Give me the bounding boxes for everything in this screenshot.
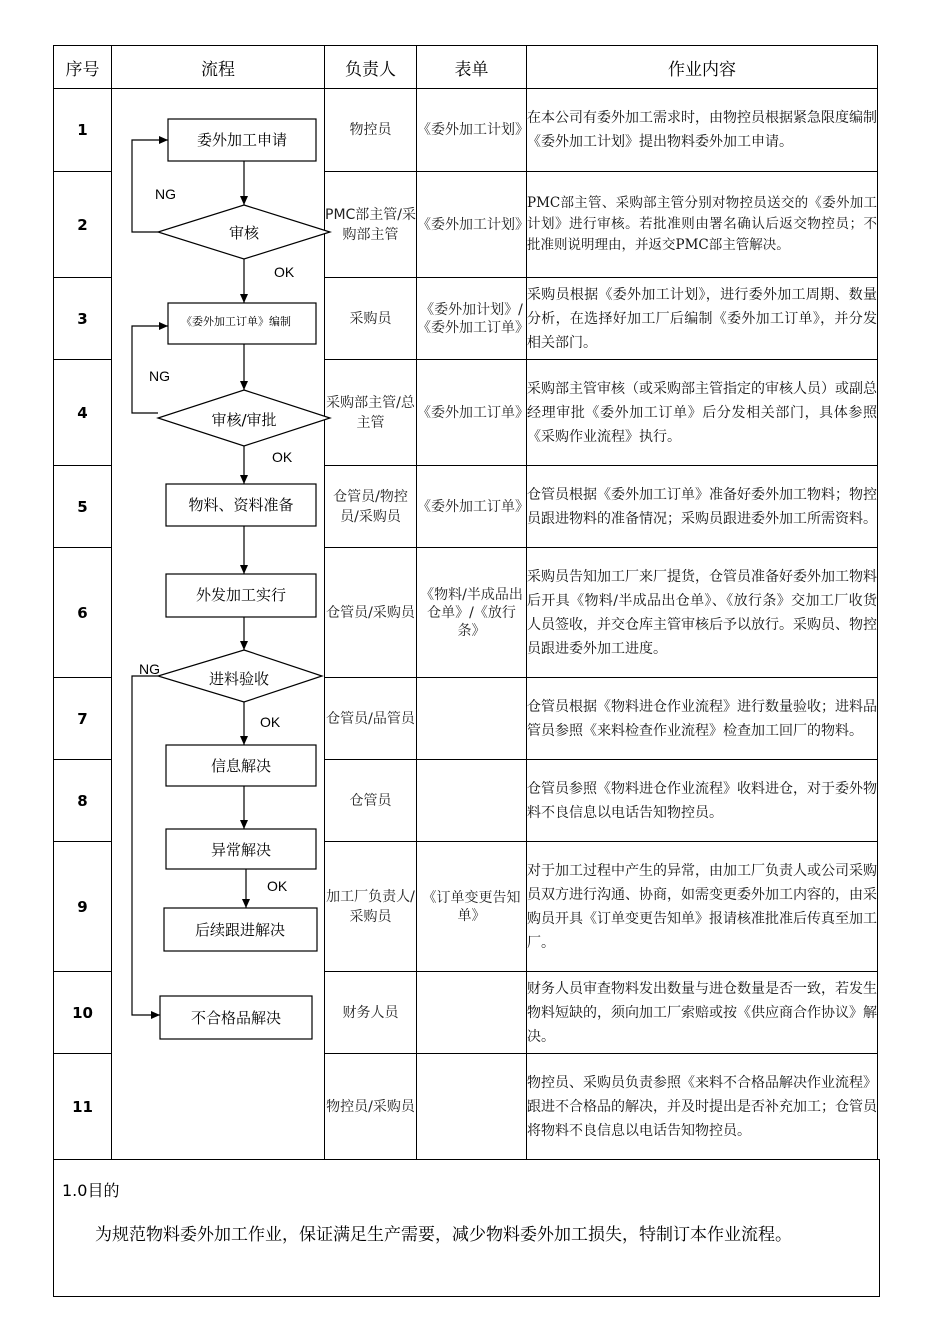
row-seq: 8 — [54, 760, 112, 842]
flow-ok-label: OK — [260, 714, 281, 730]
purpose-heading: 1.0目的 — [62, 1181, 120, 1200]
row-content: 采购员告知加工厂来厂提货，仓管员准备好委外加工物料后开具《物料/半成品出仓单》、《放行条》交加工厂收货人员签收，并交仓库主管审核后予以放行。采购员、物控员跟进委外加工进度。 — [527, 548, 878, 678]
row-content: PMC部主管、采购部主管分别对物控员送交的《委外加工计划》进行审核。若批准则由署名确认后返交物控员；不批准则说明理由，并返交PMC部主管解决。 — [527, 172, 878, 278]
flow-step-info-label: 信息解决 — [210, 757, 272, 775]
row-owner: 物控员 — [325, 89, 417, 172]
flow-decision-approve-label: 审核/审批 — [211, 411, 277, 429]
purpose-body: 为规范物料委外加工作业，保证满足生产需要，减少物料委外加工损失，特制订本作业流程。 — [95, 1225, 792, 1245]
row-owner: 加工厂负责人/采购员 — [325, 842, 417, 972]
row-owner: 采购部主管/总主管 — [325, 360, 417, 466]
flow-ok-label: OK — [272, 449, 293, 465]
row-form: 《委外加工订单》 — [417, 466, 527, 548]
row-content: 仓管员根据《委外加工订单》准备好委外加工物料；物控员跟进物料的准备情况；采购员跟进委外加工所需资料。 — [527, 466, 878, 548]
row-form: 《委外加计划》/《委外加工订单》 — [417, 278, 527, 360]
flow-step-prepare-label: 物料、资料准备 — [188, 496, 294, 514]
row-seq: 2 — [54, 172, 112, 278]
flow-step-apply-label: 委外加工申请 — [196, 131, 288, 149]
row-owner: 仓管员/品管员 — [325, 678, 417, 760]
row-owner: 物控员/采购员 — [325, 1054, 417, 1160]
flow-step-followup-label: 后续跟进解决 — [194, 921, 286, 939]
row-form: 《委外加工订单》 — [417, 360, 527, 466]
row-owner: 仓管员/物控员/采购员 — [325, 466, 417, 548]
row-form — [417, 1054, 527, 1160]
row-content: 仓管员参照《物料进仓作业流程》收料进仓，对于委外物料不良信息以电话告知物控员。 — [527, 760, 878, 842]
header-seq: 序号 — [54, 46, 112, 89]
row-form: 《委外加工计划》 — [417, 172, 527, 278]
flowchart — [111, 87, 324, 1160]
flow-ng-label: NG — [149, 368, 170, 384]
flow-decision-inspect-label: 进料验收 — [208, 670, 270, 688]
row-seq: 11 — [54, 1054, 112, 1160]
flow-ng-label: NG — [155, 186, 176, 202]
header-form: 表单 — [417, 46, 527, 89]
row-seq: 6 — [54, 548, 112, 678]
row-content: 在本公司有委外加工需求时，由物控员根据紧急限度编制《委外加工计划》提出物料委外加工申请。 — [527, 89, 878, 172]
flow-step-exception-label: 异常解决 — [210, 841, 272, 859]
row-seq: 3 — [54, 278, 112, 360]
row-seq: 9 — [54, 842, 112, 972]
row-content: 采购部主管审核（或采购部主管指定的审核人员）或副总经理审批《委外加工订单》后分发相关部门，具体参照《采购作业流程》执行。 — [527, 360, 878, 466]
row-owner: 财务人员 — [325, 972, 417, 1054]
row-seq: 7 — [54, 678, 112, 760]
row-owner: PMC部主管/采购部主管 — [325, 172, 417, 278]
table-header-row — [54, 46, 878, 89]
header-content: 作业内容 — [527, 46, 878, 89]
flow-step-execute-label: 外发加工实行 — [195, 586, 287, 604]
flow-ng-branch — [132, 676, 160, 1015]
flow-step-order-label: 《委外加工订单》编制 — [181, 315, 291, 328]
flow-ok-label: OK — [267, 878, 288, 894]
row-content: 仓管员根据《物料进仓作业流程》进行数量验收；进料品管员参照《来料检查作业流程》检查加工回厂的物料。 — [527, 678, 878, 760]
row-content: 财务人员审查物料发出数量与进仓数量是否一致，若发生物料短缺的，须向加工厂索赔或按《供应商合作协议》解决。 — [527, 972, 878, 1054]
row-owner: 采购员 — [325, 278, 417, 360]
flow-step-nonconforming-label: 不合格品解决 — [190, 1009, 282, 1027]
purpose-section — [53, 1159, 880, 1297]
row-form — [417, 972, 527, 1054]
row-seq: 1 — [54, 89, 112, 172]
row-form: 《委外加工计划》 — [417, 89, 527, 172]
row-content: 对于加工过程中产生的异常，由加工厂负责人或公司采购员双方进行沟通、协商，如需变更委外加工内容的，由采购员开具《订单变更告知单》报请核准批准后传真至加工厂。 — [527, 842, 878, 972]
flow-ng-label: NG — [139, 661, 160, 677]
row-seq: 4 — [54, 360, 112, 466]
row-content: 采购员根据《委外加工计划》，进行委外加工周期、数量分析，在选择好加工厂后编制《委外加工订单》，并分发相关部门。 — [527, 278, 878, 360]
header-flow: 流程 — [112, 46, 325, 89]
row-seq: 10 — [54, 972, 112, 1054]
header-owner: 负责人 — [325, 46, 417, 89]
row-form — [417, 678, 527, 760]
row-form: 《订单变更告知单》 — [417, 842, 527, 972]
row-owner: 仓管员 — [325, 760, 417, 842]
flow-decision-review-label: 审核 — [228, 224, 260, 242]
row-form — [417, 760, 527, 842]
row-seq: 5 — [54, 466, 112, 548]
row-owner: 仓管员/采购员 — [325, 548, 417, 678]
row-form: 《物料/半成品出仓单》/《放行条》 — [417, 548, 527, 678]
row-content: 物控员、采购员负责参照《来料不合格品解决作业流程》跟进不合格品的解决，并及时提出是否补充加工；仓管员将物料不良信息以电话告知物控员。 — [527, 1054, 878, 1160]
flow-ok-label: OK — [274, 264, 295, 280]
